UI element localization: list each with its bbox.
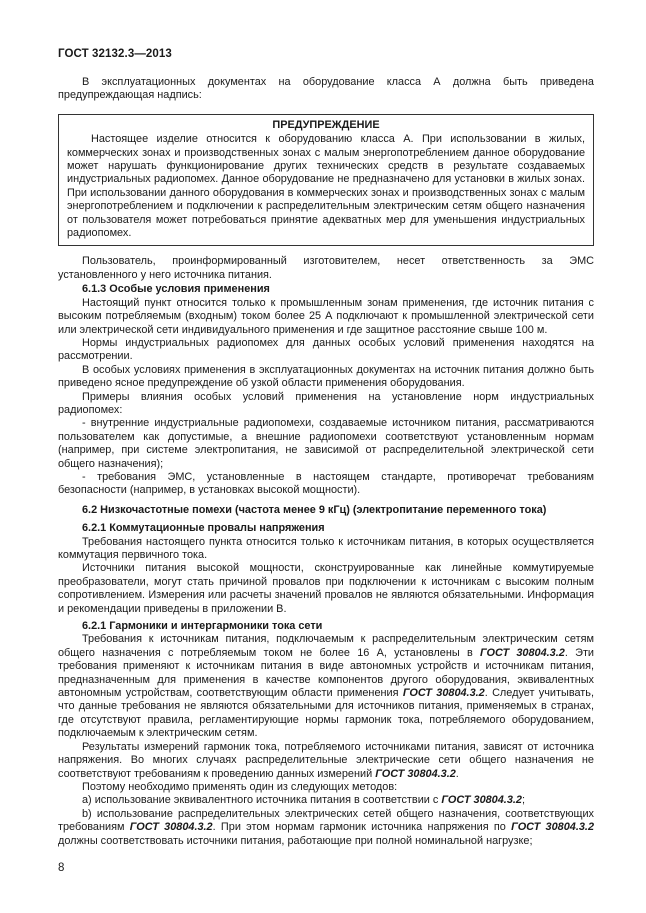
text-run: . <box>455 767 459 780</box>
document-header: ГОСТ 32132.3—2013 <box>58 48 172 60</box>
warning-box <box>58 114 594 247</box>
harmonics-paragraph-1 <box>58 633 594 740</box>
standard-reference: ГОСТ 30804.3.2 <box>511 821 595 834</box>
harmonics-paragraph-2 <box>58 741 594 781</box>
intro-paragraph: В эксплуатационных документах на оборудование класса А должна быть приведена предупреждающая надпись: <box>58 76 594 102</box>
standard-reference: ГОСТ 30804.3.2 <box>441 794 522 807</box>
text-run: Требования к источникам питания, подключаемым к распределительным электрическим сетям общего назначения с потребляемым током не более 16 А, установлены в <box>58 633 594 659</box>
section-6-1-3-paragraph-6: - требования ЭМС, установленные в настоящем стандарте, противоречат требованиям безопасности (например, в установках высокой мощности). <box>58 470 594 497</box>
section-6-1-3-paragraph-4: Примеры влияния особых условий применения на установление норм индустриальных радиопомех: <box>58 390 594 416</box>
method-b-item <box>58 808 594 848</box>
text-run: . Следует учитывать, что данные требования не являются обязательными для источников питания, применяемых в странах, где отсутствуют правила, регламентирующие нормы гармоник тока, потребляемого оборудованием, подключаемым к электрическим сетям. <box>58 687 594 740</box>
text-run: . Эти требования применяют к источникам питания в виде автономных устройств и источникам питания, предназначенным для применения в качестве компонентов другого оборудования, эквивалентных автономным устройствам, соответствующим области применения <box>58 646 595 700</box>
section-6-1-3-paragraph-5: - внутренние индустриальные радиопомехи, создаваемые источником питания, рассматриваются пользователем как допустимые, а внешние радиопомехи соответствуют установленным нормам (например, при системе электропитания, не зависимой от распределительной электрической сети общего назначения); <box>58 417 594 470</box>
text-run: b) использование распределительных электрических сетей общего назначения, соответствующих требованиям <box>58 807 594 834</box>
page-body <box>58 76 594 848</box>
section-6-2-1-paragraph-1: Требования настоящего пункта относится только к источникам питания, в которых осуществляется коммутация первичного тока. <box>58 535 594 561</box>
standard-reference: ГОСТ 30804.3.2 <box>129 821 213 834</box>
section-6-1-3-heading: 6.1.3 Особые условия применения <box>82 283 270 296</box>
section-6-2-1-heading: 6.2.1 Коммутационные провалы напряжения <box>82 522 325 535</box>
harmonics-paragraph-3: Поэтому необходимо применять один из следующих методов: <box>82 780 398 793</box>
standard-reference: ГОСТ 30804.3.2 <box>375 767 456 780</box>
text-run: . При этом нормам гармоник источника напряжения по <box>212 821 512 834</box>
section-6-2-1-paragraph-2: Источники питания высокой мощности, сконструированные как линейные коммутируемые преобразователи, могут стать причиной провалов при подключении к источникам с высоким полным сопротивлением. Измерения или расчеты значений провалов не являются обязательными. Информация и рекомендации приведены в приложении В. <box>58 562 594 615</box>
warning-text: Настоящее изделие относится к оборудованию класса А. При использовании в жилых, коммерческих зонах и производственных зонах с малым энергопотреблением данное оборудование может нарушать функционирование других технических средств в результате создаваемых индустриальных радиопомех. Данное оборудование не предназначено для установки в жилых зонах. При использовании данного оборудования в коммерческих зонах и производственных зонах с малым энергопотреблением и подключении к распределительным электрическим сетям общего назначения от пользователя может потребоваться принятие адекватных мер для уменьшения индустриальных радиопомех. <box>67 133 585 240</box>
text-run: а) использование эквивалентного источника питания в соответствии с <box>82 794 442 807</box>
method-a-item <box>58 794 594 807</box>
page-number: 8 <box>58 862 65 874</box>
standard-reference: ГОСТ 30804.3.2 <box>402 687 485 700</box>
standard-reference: ГОСТ 30804.3.2 <box>480 646 565 659</box>
text-run: ; <box>521 794 525 807</box>
section-harmonics-heading: 6.2.1 Гармоники и интергармоники тока сети <box>82 620 323 633</box>
user-responsibility-paragraph: Пользователь, проинформированный изготовителем, несет ответственность за ЭМС установленного у него источника питания. <box>58 255 594 281</box>
section-6-1-3-paragraph-1: Настоящий пункт относится только к промышленным зонам применения, где источник питания с высоким потребляемым (входным) током более 25 А подключают к промышленной электрической сети или электрической сети индивидуального применения и где защитное расстояние свыше 100 м. <box>58 296 594 336</box>
section-6-2-heading: 6.2 Низкочастотные помехи (частота менее 9 кГц) (электропитание переменного тока) <box>82 503 547 516</box>
section-6-1-3-paragraph-3: В особых условиях применения в эксплуатационных документах на источник питания должно быть приведено ясное предупреждение об узкой области применения оборудования. <box>58 363 594 390</box>
text-run: должны соответствовать источники питания, работающие при полной номинальной нагрузке; <box>58 834 533 847</box>
text-run: Результаты измерений гармоник тока, потребляемого источниками питания, зависят от источника напряжения. Во многих случаях распределительные электрические сети общего назначения не соответствуют требованиям к проведению данных измерений <box>58 740 594 780</box>
section-6-1-3-paragraph-2: Нормы индустриальных радиопомех для данных особых условий применения находятся на рассмотрении. <box>58 336 594 363</box>
warning-title: ПРЕДУПРЕЖДЕНИЕ <box>272 118 380 131</box>
